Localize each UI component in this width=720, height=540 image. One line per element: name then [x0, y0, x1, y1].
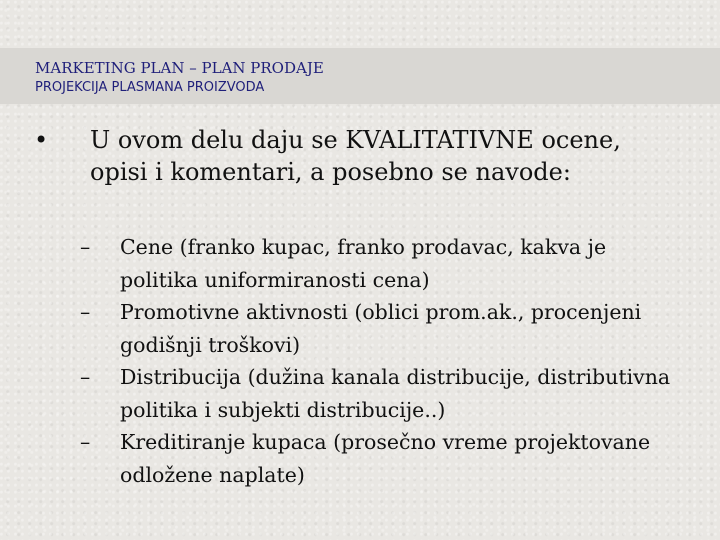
dash-icon: – [80, 300, 91, 324]
bullet-icon: • [34, 126, 49, 154]
sub-item-prices [80, 231, 680, 296]
sub-item-text: Promotivne aktivnosti (oblici prom.ak., procenjeni godišnji troškovi) [120, 300, 642, 357]
dash-icon: – [80, 235, 91, 259]
sub-item-credit [80, 426, 680, 491]
slide-subtitle: PROJEKCIJA PLASMANA PROIZVODA [35, 80, 265, 95]
slide-title: MARKETING PLAN – PLAN PRODAJE [35, 59, 324, 77]
sub-item-distribution [80, 361, 680, 426]
sub-item-list [80, 231, 680, 491]
sub-item-promotion [80, 296, 680, 361]
sub-item-text: Kreditiranje kupaca (prosečno vreme projektovane odložene naplate) [120, 430, 651, 487]
dash-icon: – [80, 365, 91, 389]
dash-icon: – [80, 430, 91, 454]
sub-item-text: Cene (franko kupac, franko prodavac, kakva je politika uniformiranosti cena) [120, 235, 607, 292]
sub-item-text: Distribucija (dužina kanala distribucije, distributivna politika i subjekti distribucije..) [120, 365, 671, 422]
intro-text: U ovom delu daju se KVALITATIVNE ocene, opisi i komentari, a posebno se navode: [90, 126, 621, 186]
